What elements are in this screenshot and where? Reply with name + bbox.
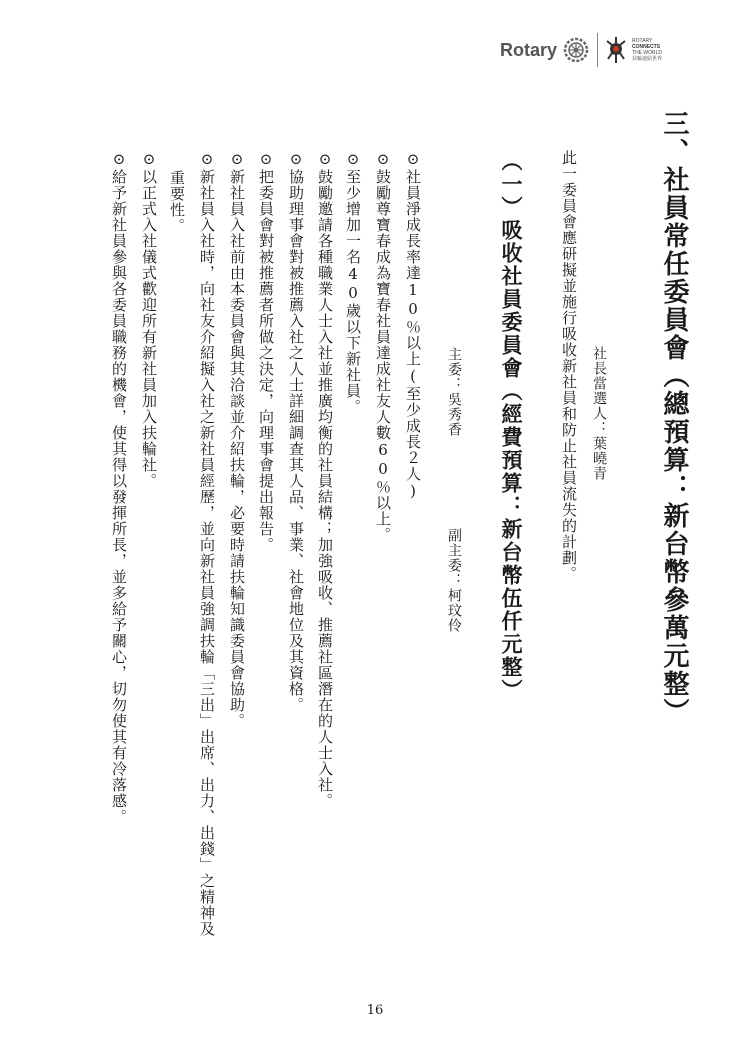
subsection-title: （一）吸收社員委員會（經費預算：新台幣伍仟元整） xyxy=(499,150,524,702)
chair-name: 主委：吳秀香 xyxy=(446,347,462,437)
connect-line: THE WORLD xyxy=(632,50,663,56)
list-item: ⊙鼓勵尊寶春成為寶春社員達成社友人數60％以上。 xyxy=(374,150,392,543)
rotary-wordmark: Rotary xyxy=(500,39,558,60)
connect-text xyxy=(632,38,672,62)
list-item: ⊙協助理事會對被推薦入社之人士詳細調查其人品、事業、社會地位及其資格。 xyxy=(287,150,305,713)
list-item: ⊙鼓勵邀請各種職業人士入社並推廣均衡的社員結構；加強吸收、推薦社區潛在的人士入社。 xyxy=(316,150,334,809)
list-item: ⊙新社員入社時，向社友介紹擬入社之新社員經歷，並向新社員強調扶輪「三出」出席、出力、出錢」之精神及 xyxy=(198,150,216,937)
connects-world-emblem-icon xyxy=(604,35,628,65)
connect-line: ROTARY xyxy=(632,38,653,44)
connect-line: 扶輪連結世界 xyxy=(632,56,663,62)
rotary-logo xyxy=(500,30,672,70)
logo-divider xyxy=(597,33,598,67)
list-item-continuation: 重要性。 xyxy=(168,170,186,234)
connect-line: CONNECTS xyxy=(632,44,661,50)
rotary-wheel-icon xyxy=(563,37,589,63)
list-item: ⊙社員淨成長率達10％以上(至少成長２人) xyxy=(404,150,422,501)
section-title: 三、社員常任委員會（總預算：新台幣參萬元整） xyxy=(659,110,689,726)
list-item: ⊙至少增加一名40歲以下新社員。 xyxy=(344,150,362,415)
list-item: ⊙把委員會對被推薦者所做之決定，向理事會提出報告。 xyxy=(257,150,275,553)
president-elect: 社長當選人：葉曉青 xyxy=(591,346,607,481)
vice-chair-name: 副主委：柯玟伶 xyxy=(446,528,462,633)
connect-logo xyxy=(604,35,672,65)
intro-text: 此一委員會應研擬並施行吸收新社員和防止社員流失的計劃。 xyxy=(560,150,578,582)
list-item: ⊙新社員入社前由本委員會與其洽談並介紹扶輪，必要時請扶輪知識委員會協助。 xyxy=(228,150,246,729)
list-item: ⊙給予新社員參與各委員職務的機會，使其得以發揮所長，並多給予關心，切勿使其有冷落感。 xyxy=(110,150,128,825)
list-item: ⊙以正式入社儀式歡迎所有新社員加入扶輪社。 xyxy=(140,150,158,489)
page-number: 16 xyxy=(366,1003,384,1018)
